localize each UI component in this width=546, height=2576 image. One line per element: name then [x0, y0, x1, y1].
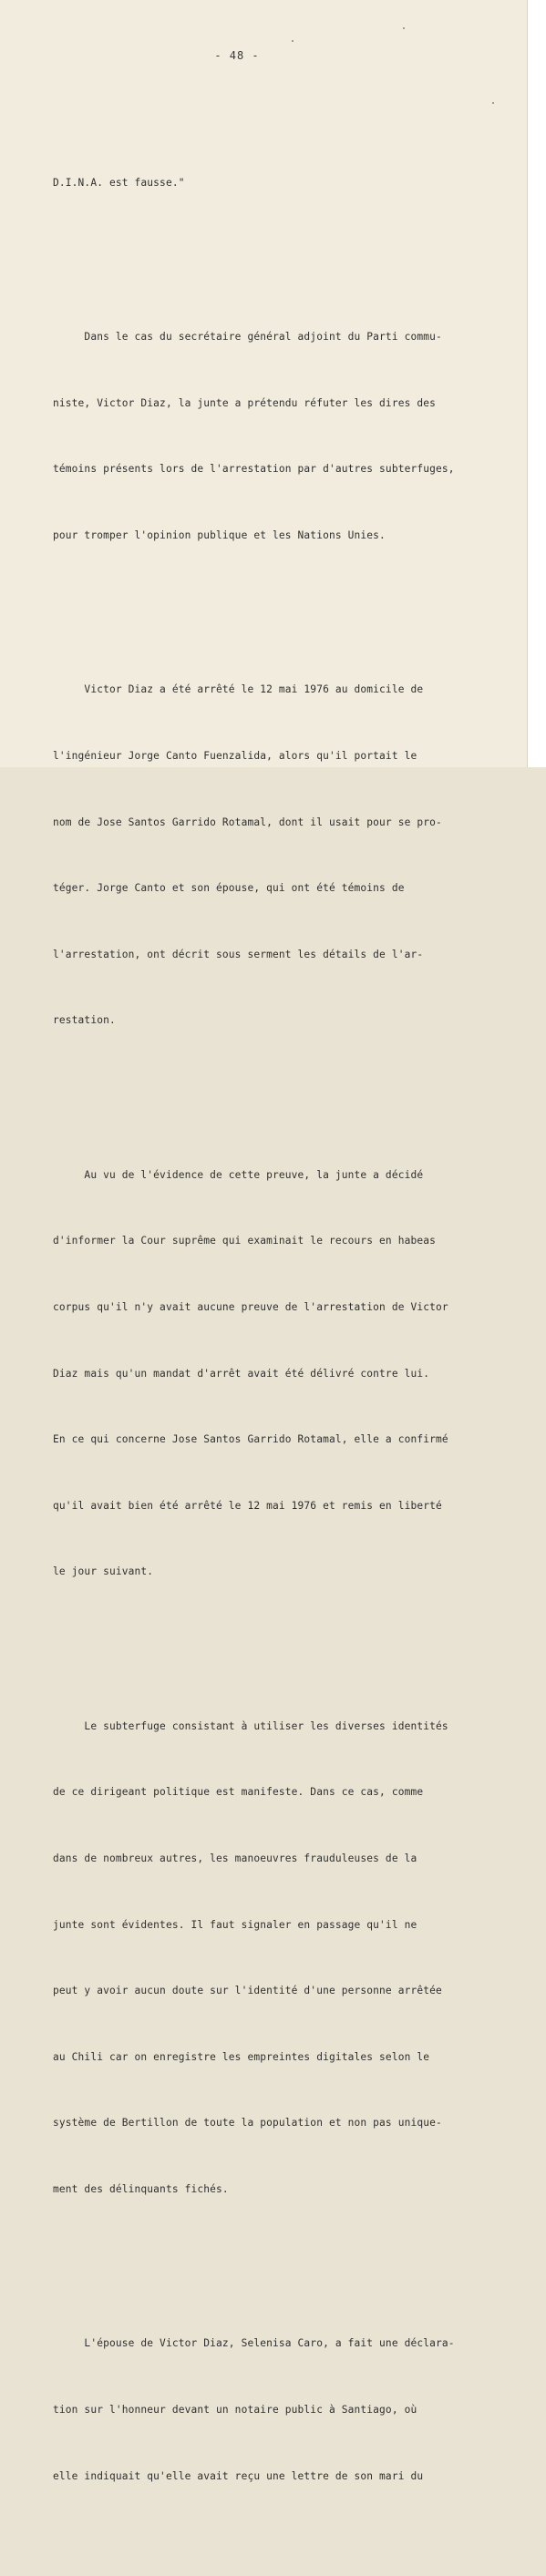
text-line: Victor Diaz a été arrêté le 12 mai 1976 au domicile de [53, 683, 424, 696]
page-edge [527, 0, 546, 767]
text-line: l'arrestation, ont décrit sous serment les détails de l'ar- [53, 948, 424, 960]
text-line: corpus qu'il n'y avait aucune preuve de l'arrestation de Victor [53, 1300, 448, 1313]
paper-speck [492, 102, 494, 104]
text-line: D.I.N.A. est fausse." [53, 176, 185, 189]
paper-speck [403, 27, 405, 29]
body-text [53, 84, 481, 2576]
paragraph [53, 1120, 481, 1627]
text-line: L'épouse de Victor Diaz, Selenisa Caro, a fait une déclara- [53, 2337, 455, 2350]
paragraph [53, 635, 481, 1076]
text-line: d'informer la Cour suprême qui examinait le recours en habeas [53, 1235, 437, 1247]
paper-speck [292, 40, 294, 42]
text-line: niste, Victor Diaz, la junte a prétendu réfuter les dires des [53, 396, 437, 409]
page-number: - 48 - [214, 49, 260, 62]
text-line: junte sont évidentes. Il faut signaler en passage qu'il ne [53, 1918, 417, 1931]
paragraph [53, 1671, 481, 2244]
text-line: Le subterfuge consistant à utiliser les diverses identités [53, 1719, 448, 1732]
text-line: qu'il avait bien été arrêté le 12 mai 1976 et remis en liberté [53, 1499, 442, 1512]
text-line: téger. Jorge Canto et son épouse, qui ont été témoins de [53, 882, 405, 895]
text-line: tion sur l'honneur devant un notaire public à Santiago, où [53, 2403, 417, 2416]
paragraph [53, 128, 481, 238]
text-line: Diaz mais qu'un mandat d'arrêt avait été délivré contre lui. [53, 1367, 430, 1380]
text-line: Au vu de l'évidence de cette preuve, la junte a décidé [53, 1168, 424, 1181]
text-line: Dans le cas du secrétaire général adjoint du Parti commu- [53, 331, 442, 344]
text-line: pour tromper l'opinion publique et les Nations Unies. [53, 529, 386, 541]
text-line: peut y avoir aucun doute sur l'identité d'une personne arrêtée [53, 1985, 442, 1997]
text-line: ment des délinquants fichés. [53, 2182, 229, 2195]
text-line: restation. [53, 1014, 116, 1027]
text-line: dans de nombreux autres, les manoeuvres frauduleuses de la [53, 1852, 417, 1864]
text-line: au Chili car on enregistre les empreintes digitales selon le [53, 2050, 430, 2063]
text-line: témoins présents lors de l'arrestation par d'autres subterfuges, [53, 463, 455, 476]
paragraph [53, 2289, 481, 2531]
text-line: En ce qui concerne Jose Santos Garrido Rotamal, elle a confirmé [53, 1433, 448, 1446]
text-line: système de Bertillon de toute la population et non pas unique- [53, 2117, 442, 2130]
text-line: de ce dirigeant politique est manifeste. Dans ce cas, comme [53, 1786, 424, 1799]
paragraph [53, 282, 481, 591]
text-line: nom de Jose Santos Garrido Rotamal, dont il usait pour se pro- [53, 816, 442, 828]
text-line: elle indiquait qu'elle avait reçu une lettre de son mari du [53, 2469, 424, 2482]
text-line: l'ingénieur Jorge Canto Fuenzalida, alors qu'il portait le [53, 750, 417, 762]
text-line: le jour suivant. [53, 1565, 154, 1578]
